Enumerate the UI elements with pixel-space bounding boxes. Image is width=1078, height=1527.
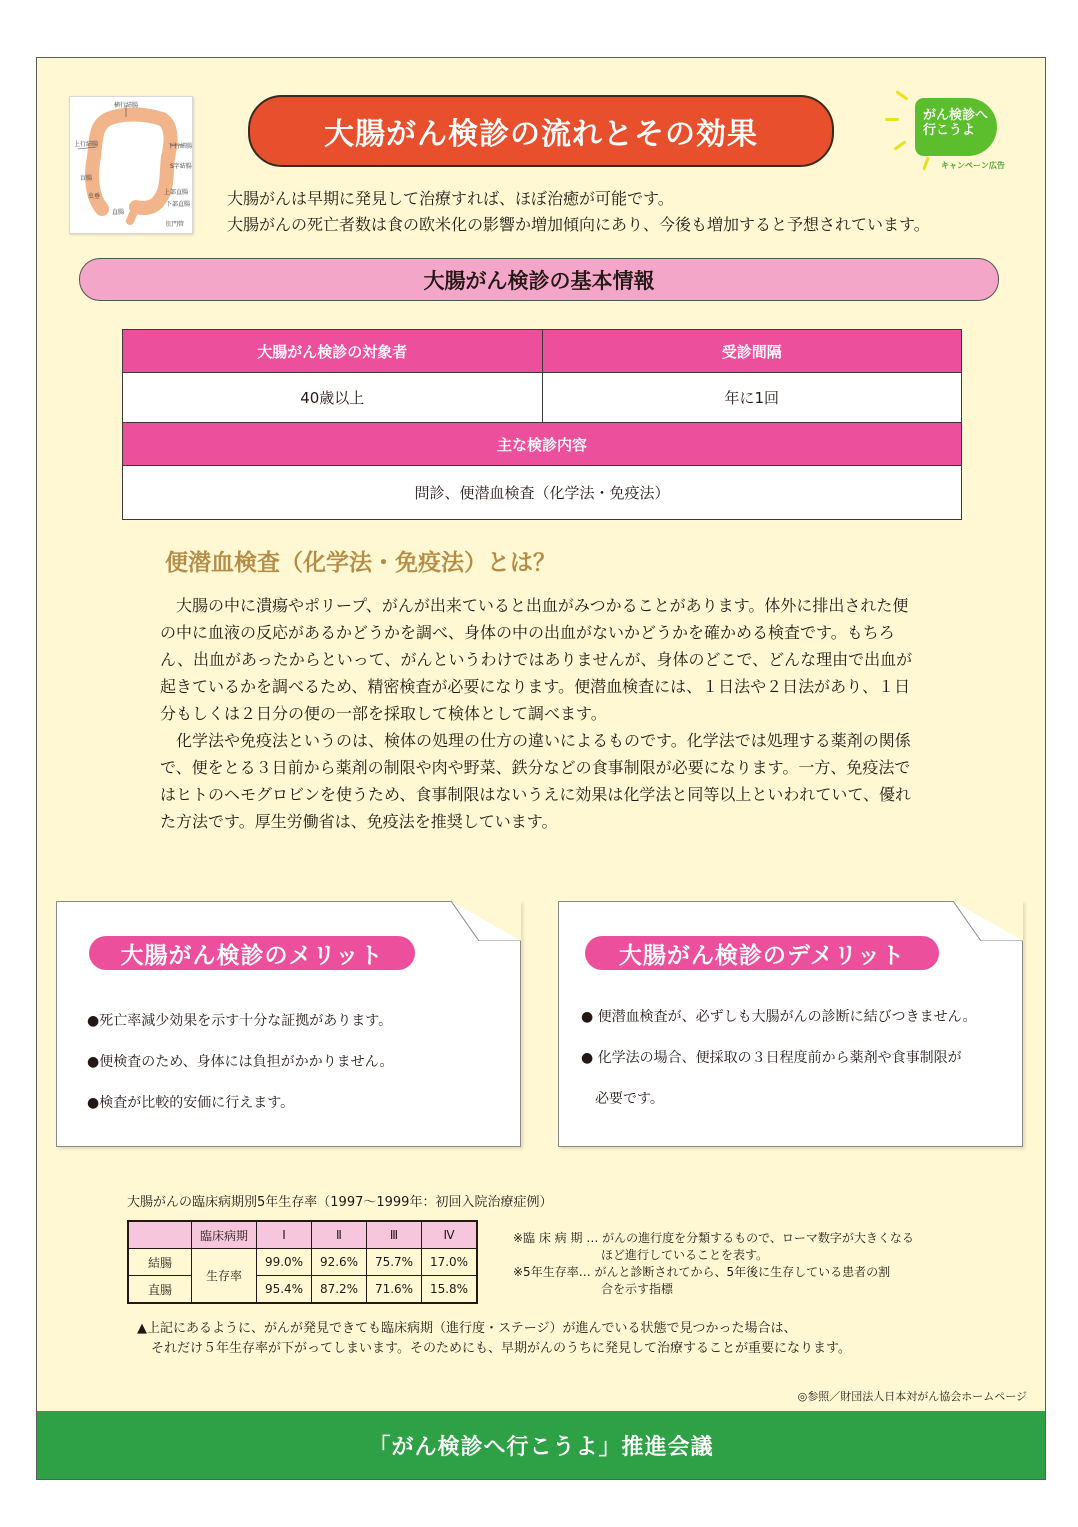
rate-cell: 17.0% — [422, 1249, 478, 1276]
rate-cell: 75.7% — [367, 1249, 422, 1276]
page-fold-icon — [953, 901, 1023, 941]
rate-cell: 99.0% — [257, 1249, 312, 1276]
lead-line: 大腸がんは早期に発見して治療すれば、ほぼ治癒が可能です。 — [227, 189, 674, 208]
demerit-item: 必要です。 — [595, 1091, 664, 1107]
table-notes — [513, 1230, 914, 1298]
merit-list — [87, 1010, 394, 1112]
conclusion-line: ▲上記にあるように、がんが発見できても臨床病期（進行度・ステージ）が進んでいる状態で見つかった場合は、 — [137, 1321, 797, 1336]
diagram-label: 盲腸 — [80, 175, 93, 182]
diagram-label: 下部直腸 — [166, 201, 191, 208]
rate-label: 生存率 — [192, 1249, 257, 1304]
lead-text — [227, 186, 930, 238]
demerit-item: ● 化学法の場合、便採取の３日程度前から薬剤や食事制限が — [581, 1050, 962, 1066]
demerit-card — [558, 901, 1023, 1147]
content-value: 問診、便潜血検査（化学法・免疫法） — [123, 466, 962, 520]
basic-info-heading: 大腸がん検診の基本情報 — [79, 258, 999, 301]
table-corner — [128, 1221, 192, 1249]
interval-header: 受診間隔 — [542, 330, 962, 373]
demerit-list — [581, 1006, 977, 1108]
conclusion-line: それだけ５年生存率が下がってしまいます。そのためにも、早期がんのうちに発見して治療することが重要になります。 — [151, 1341, 851, 1356]
content-header: 主な検診内容 — [123, 423, 962, 466]
table-row — [128, 1276, 477, 1304]
colon-diagram — [69, 96, 193, 234]
merit-item: ●便検査のため、身体には負担がかかりません。 — [87, 1054, 394, 1070]
merit-heading: 大腸がん検診のメリット — [89, 936, 415, 970]
stage-header: Ⅳ — [422, 1221, 478, 1249]
rate-cell: 15.8% — [422, 1276, 478, 1304]
ray-decoration — [922, 156, 930, 170]
ray-decoration — [885, 118, 899, 121]
fobt-paragraph: 大腸の中に潰瘍やポリープ、がんが出来ていると出血がみつかることがあります。体外に排出された便の中に血液の反応があるかどうかを調べ、身体の中の出血がないかどうかを確かめる検査です。もちろん、出血があったからといって、がんというわけではありませんが、身体のどこで、どんな理由で出血が起きているかを調べるため、精密検査が必要になります。便潜血検査には、１日法や２日法があり、１日分もしくは２日分の便の一部を採取して検体として調べます。 — [160, 596, 913, 723]
survival-table — [127, 1220, 478, 1304]
stage-header: Ⅱ — [312, 1221, 367, 1249]
rate-cell: 71.6% — [367, 1276, 422, 1304]
campaign-logo — [883, 90, 1013, 185]
diagram-label: 肛門管 — [166, 221, 185, 228]
table-row — [128, 1249, 477, 1276]
lead-line: 大腸がんの死亡者数は食の欧米化の影響か増加傾向にあり、今後も増加すると予想されています。 — [227, 215, 930, 234]
note-line: 合を示す指標 — [601, 1282, 674, 1296]
fobt-heading: 便潜血検査（化学法・免疫法）とは？ — [165, 550, 556, 576]
ray-decoration — [895, 90, 908, 100]
diagram-label: 上部直腸 — [164, 189, 189, 196]
note-line: ※5年生存率… がんと診断されてから、5年後に生存している患者の割 — [513, 1265, 891, 1279]
diagram-label: S字結腸 — [170, 163, 192, 170]
campaign-subtitle: キャンペーン広告 — [941, 161, 1005, 170]
row-label: 直腸 — [128, 1276, 192, 1304]
diagram-label: 虫垂 — [88, 193, 101, 200]
merit-item: ●検査が比較的安価に行えます。 — [87, 1095, 295, 1111]
page-title: 大腸がん検診の流れとその効果 — [248, 95, 834, 167]
merit-card — [56, 901, 521, 1147]
merit-item: ●死亡率減少効果を示す十分な証拠があります。 — [87, 1013, 393, 1029]
megaphone-icon — [915, 98, 997, 156]
note-line: ※臨 床 病 期 … がんの進行度を分類するもので、ローマ数字が大きくなる — [513, 1231, 914, 1245]
ray-decoration — [893, 140, 906, 150]
rate-cell: 92.6% — [312, 1249, 367, 1276]
fobt-paragraph: 化学法や免疫法というのは、検体の処理の仕方の違いによるものです。化学法では処理する薬剤の関係で、便をとる３日前から薬剤の制限や肉や野菜、鉄分などの食事制限が必要になります。一方、免疫法ではヒトのヘモグロビンを使うため、食事制限はないうえに効果は化学法と同等以上といわれていて、優れた方法です。厚生労働省は、免疫法を推奨しています。 — [160, 731, 912, 831]
poster-page — [36, 57, 1046, 1480]
rate-cell: 95.4% — [257, 1276, 312, 1304]
campaign-line: がん検診へ — [923, 108, 989, 123]
page-fold-icon — [451, 901, 521, 941]
stage-header: Ⅰ — [257, 1221, 312, 1249]
conclusion-text — [137, 1319, 851, 1359]
note-line: ほど進行していることを表す。 — [601, 1248, 769, 1262]
campaign-line: 行こうよ — [923, 123, 976, 138]
target-value: 40歳以上 — [123, 373, 543, 423]
source-credit: ◎参照／財団法人日本対がん協会ホームページ — [797, 1390, 1027, 1403]
diagram-label: 直腸 — [112, 209, 125, 216]
demerit-item: ● 便潜血検査が、必ずしも大腸がんの診断に結びつきません。 — [581, 1009, 977, 1025]
basic-info-table — [122, 329, 962, 520]
footer-banner: 「がん検診へ行こうよ」推進会議 — [37, 1411, 1045, 1479]
rate-cell: 87.2% — [312, 1276, 367, 1304]
stats-title: 大腸がんの臨床病期別5年生存率（1997〜1999年：初回入院治療症例） — [127, 1195, 553, 1210]
demerit-heading: 大腸がん検診のデメリット — [585, 936, 939, 970]
diagram-label: 下行結腸 — [168, 143, 193, 150]
target-header: 大腸がん検診の対象者 — [123, 330, 543, 373]
row-label: 結腸 — [128, 1249, 192, 1276]
diagram-label: 横行結腸 — [114, 102, 139, 109]
stage-header: 臨床病期 — [192, 1221, 257, 1249]
stage-header: Ⅲ — [367, 1221, 422, 1249]
interval-value: 年に1回 — [542, 373, 962, 423]
diagram-label: 上行結腸 — [74, 141, 99, 148]
fobt-body — [160, 592, 920, 835]
